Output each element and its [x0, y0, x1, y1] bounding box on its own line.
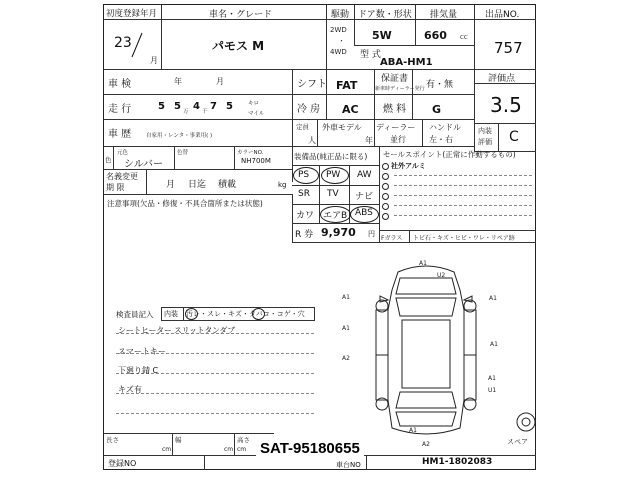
front-glass-label: Fガラス [381, 235, 403, 242]
color-change-label: 色替 [177, 150, 189, 156]
equipment-ps: PS [298, 170, 310, 180]
width-label: 幅 [175, 436, 182, 444]
fuel-label: 燃 料 [383, 104, 407, 115]
mileage-digit-5: 5 [226, 101, 233, 112]
shift-value: FAT [336, 79, 358, 92]
inspector-options: 汚レ・スレ・キズ・タバコ・コゲ・穴 [186, 310, 305, 318]
drive-dot: ・ [338, 37, 345, 45]
chassis-no-value: HM1-1802083 [422, 457, 493, 467]
diagram-mark-rear: A2 [422, 441, 430, 448]
diagram-mark-left-door: A1 [342, 325, 350, 332]
car-diagram [336, 250, 536, 450]
length-label: 長さ [106, 436, 119, 444]
diagram-mark-left-front: A1 [342, 294, 350, 301]
inspector-note-4: キズ有 [118, 385, 142, 394]
year-slash [130, 31, 144, 59]
displacement-label: 排気量 [430, 10, 458, 20]
color-code-label: カラーNO. [237, 150, 264, 156]
original-color-label: 元色 [117, 150, 129, 156]
diagram-mark-right-front: A1 [489, 295, 497, 302]
sales-point-bullet-2 [382, 173, 389, 180]
mileage-unit-mile: マイル [248, 111, 265, 117]
displacement-unit: CC [460, 35, 468, 41]
model-grade-label: 車名・グレード [209, 10, 273, 20]
ac-value: AC [342, 103, 359, 116]
inspection-year-label: 年 [174, 77, 182, 86]
history-options: 自家用・レンタ・事業用( ) [146, 133, 213, 139]
auction-sheet [103, 4, 536, 470]
name-change-day: 日迄 [188, 180, 207, 190]
equipment-abs: ABS [355, 208, 373, 218]
drive-4wd: 4WD [330, 48, 347, 56]
front-glass-options: トビ石・キズ・ヒビ・ワレ・リペア跡 [413, 235, 515, 242]
capacity-unit: 人 [308, 136, 316, 145]
registration-no-label: 登録NO [108, 459, 137, 468]
door-shape-value: 5W [372, 29, 392, 42]
recycle-label: R 券 [295, 230, 314, 240]
length-unit: cm [162, 446, 172, 453]
inspector-tobacco-circle [252, 308, 265, 320]
inspection-label: 車 検 [108, 79, 132, 90]
name-change-month: 月 [166, 180, 176, 190]
equipment-navi: ナビ [355, 192, 374, 202]
fuel-value: G [432, 103, 442, 116]
diagram-mark-front: A1 [419, 260, 427, 267]
mileage-unit-km: キロ [248, 101, 260, 107]
ac-label: 冷 房 [297, 104, 321, 115]
inspection-month-label: 月 [216, 77, 224, 86]
import-model-label: 外車モデル [322, 123, 362, 132]
inspector-title: 検査員記入 [116, 310, 154, 319]
sales-point-1: 社外アルミ [391, 162, 426, 170]
warranty-value: 有・無 [426, 80, 454, 90]
door-shape-label: ドア数・形状 [358, 10, 412, 20]
color-label: 色 [105, 156, 112, 164]
name-change-label: 名義変更 [106, 172, 138, 181]
sales-point-bullet-3 [382, 183, 389, 190]
sales-point-bullet-5 [382, 203, 389, 210]
capacity-label: 定員 [296, 123, 309, 131]
interior-label: 内装 [478, 127, 492, 135]
equipment-sr: SR [298, 189, 310, 199]
shift-label: シフト [297, 79, 327, 90]
dealer-sub: 並行 [390, 135, 406, 144]
equipment-tv: TV [327, 189, 339, 199]
drive-label: 駆動 [331, 10, 350, 20]
history-label: 車 歴 [108, 129, 132, 140]
name-change-deadline-label: 期 限 [106, 183, 125, 192]
model-type-label: 型 式 [360, 50, 381, 60]
loading-label: 積載 [218, 180, 237, 190]
dealer-label: ディーラー [376, 123, 416, 132]
warranty-sub: 新車時ディーラー発行 [375, 86, 425, 92]
notes-title: 注意事項(欠品・修復・不具合箇所または状態) [107, 199, 263, 208]
mileage-digit-1: 5 [158, 101, 165, 112]
original-color-value: シルバー [124, 159, 164, 170]
diagram-mark-right-rear-2: U1 [488, 387, 497, 394]
inspector-stain-circle [185, 308, 198, 320]
model-type-code: ABA-HM1 [380, 57, 433, 68]
equipment-pw: PW [326, 170, 341, 180]
diagram-mark-right-rear: A1 [488, 375, 496, 382]
spare-tire-label: スペア [507, 438, 528, 446]
sales-points-title: セールスポイント(正常に作動するもの) [383, 150, 516, 159]
displacement-value: 660 [424, 29, 447, 42]
width-unit: cm [224, 446, 234, 453]
interior-score: C [509, 129, 519, 145]
mileage-unit-sen: 千 [202, 109, 208, 115]
mileage-digit-2: 5 [174, 101, 181, 112]
diagram-mark-hood: U2 [437, 272, 446, 279]
import-model-unit: 年 [365, 136, 373, 145]
sat-id-label: SAT-95180655 [256, 439, 364, 458]
inspector-interior-label: 内装 [164, 310, 178, 318]
equipment-aw: AW [357, 170, 372, 180]
mileage-digit-3: 4 [193, 101, 200, 112]
inspector-note-1: シートヒーター スリットタンダブ [118, 326, 235, 335]
chassis-no-label: 車台NO [336, 461, 361, 469]
equipment-airbag: エアB [323, 211, 348, 221]
diagram-mark-left-rear: A2 [342, 355, 350, 362]
model-name: パモス M [212, 39, 265, 53]
equipment-leather: カワ [296, 211, 315, 221]
score-value: 3.5 [490, 93, 522, 117]
first-registration-label: 初度登録年月 [106, 9, 158, 19]
handle-value: 左・右 [429, 135, 453, 144]
lot-number-value: 757 [494, 39, 523, 57]
diagram-mark-rear-left: A1 [409, 427, 417, 434]
mileage-unit-man: 万 [183, 109, 189, 115]
height-label: 高さ [237, 436, 250, 444]
first-registration-year: 23 [114, 35, 132, 51]
lot-number-label: 出品NO. [485, 10, 520, 20]
interior-sub: 評価 [478, 138, 492, 146]
sales-point-bullet-6 [382, 213, 389, 220]
warranty-label: 保証書 [381, 74, 409, 84]
recycle-yen: 円 [368, 230, 375, 238]
sales-point-bullet-4 [382, 193, 389, 200]
inspector-note-3: 下廻り錆 C [118, 366, 159, 375]
loading-unit: kg [278, 181, 287, 189]
equipment-title: 装備品(純正品に限る) [294, 152, 368, 161]
handle-label: ハンドル [429, 123, 461, 132]
mileage-label: 走 行 [108, 104, 132, 115]
first-registration-month-label: 月 [150, 56, 158, 65]
sales-point-bullet-1 [382, 163, 389, 170]
drive-2wd: 2WD [330, 26, 347, 34]
mileage-digit-4: 7 [210, 101, 217, 112]
recycle-amount: 9,970 [321, 226, 356, 239]
diagram-mark-right-door: A1 [490, 341, 498, 348]
score-label: 評価点 [488, 74, 516, 84]
inspector-note-2: スマートキー [118, 347, 166, 356]
height-unit: cm [237, 446, 247, 453]
color-code-value: NH700M [241, 157, 271, 165]
